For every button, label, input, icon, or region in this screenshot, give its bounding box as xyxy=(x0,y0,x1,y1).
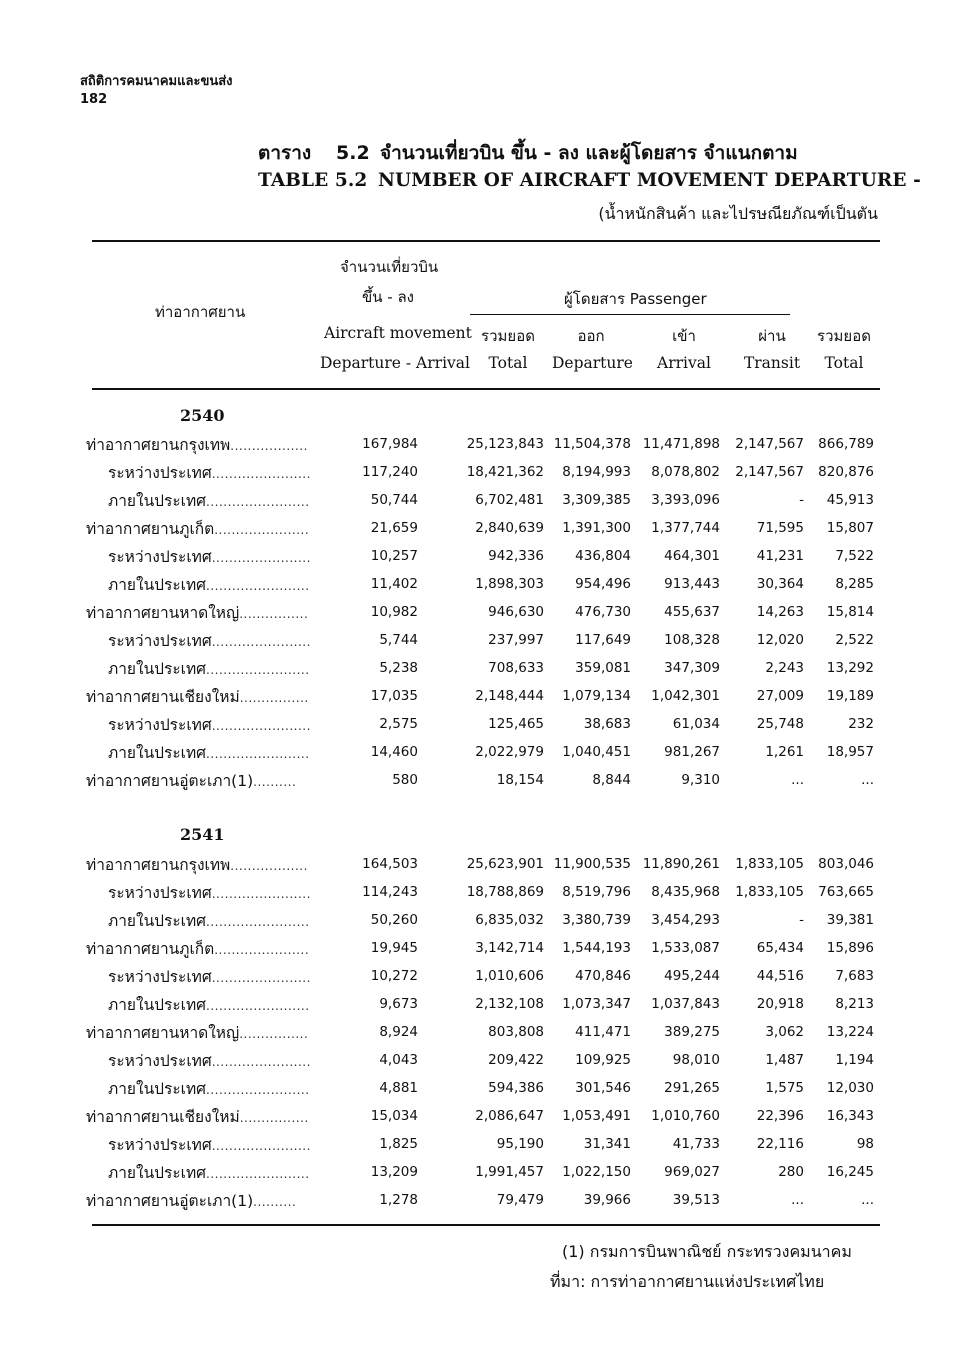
cell-value: - xyxy=(799,492,804,508)
table-row xyxy=(0,460,966,488)
cell-value: 4,881 xyxy=(379,1080,418,1096)
table-top-rule xyxy=(92,240,880,242)
leader-dots: ................ xyxy=(239,1027,309,1041)
cell-value: 411,471 xyxy=(575,1024,631,1040)
row-label-text: ระหว่างประเทศ xyxy=(108,968,212,986)
row-label-text: ท่าอากาศยานกรุงเทพ xyxy=(86,436,231,454)
row-label-text: ท่าอากาศยานอู่ตะเภา(1) xyxy=(86,772,254,790)
leader-dots: ....................... xyxy=(211,1139,311,1153)
cell-value: 108,328 xyxy=(664,632,720,648)
cell-value: 7,683 xyxy=(835,968,874,984)
table-row xyxy=(0,1132,966,1160)
cell-value: 1,825 xyxy=(379,1136,418,1152)
unit-note: (น้ำหนักสินค้า และไปรษณียภัณฑ์เป็นตัน xyxy=(598,204,878,223)
leader-dots: ....................... xyxy=(211,971,311,985)
cell-value: 2,522 xyxy=(835,632,874,648)
cell-value: 117,649 xyxy=(575,632,631,648)
cell-value: 38,683 xyxy=(583,716,631,732)
cell-value: 1,391,300 xyxy=(562,520,631,536)
cell-value: 41,733 xyxy=(672,1136,720,1152)
col-header-movement-thai-2: ขึ้น - ลง xyxy=(362,288,414,306)
row-label xyxy=(86,432,308,457)
row-label xyxy=(108,488,310,513)
table-row xyxy=(0,516,966,544)
cell-value: 389,275 xyxy=(664,1024,720,1040)
row-label-text: ท่าอากาศยานเชียงใหม่ xyxy=(86,1108,240,1126)
row-label xyxy=(108,656,310,681)
table-row xyxy=(0,656,966,684)
table-row xyxy=(0,432,966,460)
cell-value: 1,010,606 xyxy=(475,968,544,984)
row-label xyxy=(108,992,310,1017)
cell-value: 125,465 xyxy=(488,716,544,732)
table-row xyxy=(0,1104,966,1132)
col-header-total2-thai: รวมยอด xyxy=(817,327,871,345)
cell-value: 237,997 xyxy=(488,632,544,648)
cell-value: 11,402 xyxy=(370,576,418,592)
cell-value: 3,142,714 xyxy=(475,940,544,956)
cell-value: 50,260 xyxy=(370,912,418,928)
cell-value: 2,147,567 xyxy=(735,464,804,480)
title-thai-text: จำนวนเที่ยวบิน ขึ้น - ลง และผู้โดยสาร จำแนกตาม xyxy=(380,142,798,164)
cell-value: 15,896 xyxy=(826,940,874,956)
table-row xyxy=(0,572,966,600)
cell-value: 708,633 xyxy=(488,660,544,676)
cell-value: 79,479 xyxy=(496,1192,544,1208)
cell-value: 7,522 xyxy=(835,548,874,564)
cell-value: 1,533,087 xyxy=(651,940,720,956)
col-header-movement-thai-1: จำนวนเที่ยวบิน xyxy=(340,258,439,276)
cell-value: 1,833,105 xyxy=(735,884,804,900)
table-row xyxy=(0,628,966,656)
cell-value: 114,243 xyxy=(362,884,418,900)
leader-dots: ................ xyxy=(239,691,309,705)
cell-value: 9,673 xyxy=(379,996,418,1012)
leader-dots: ...................... xyxy=(214,523,310,537)
leader-dots: ....................... xyxy=(211,551,311,565)
cell-value: 981,267 xyxy=(664,744,720,760)
table-bottom-rule xyxy=(92,1224,880,1226)
cell-value: 476,730 xyxy=(575,604,631,620)
cell-value: 10,982 xyxy=(370,604,418,620)
header-bottom-rule xyxy=(92,388,880,390)
cell-value: 1,575 xyxy=(765,1080,804,1096)
row-label-text: ภายในประเทศ xyxy=(108,660,207,678)
table-row xyxy=(0,1160,966,1188)
footnote-1: (1) กรมการบินพาณิชย์ กระทรวงคมนาคม xyxy=(562,1242,852,1261)
cell-value: 15,034 xyxy=(370,1108,418,1124)
row-label xyxy=(86,600,308,625)
cell-value: 13,224 xyxy=(826,1024,874,1040)
cell-value: 1,261 xyxy=(765,744,804,760)
cell-value: 15,814 xyxy=(826,604,874,620)
row-label-text: ท่าอากาศยานกรุงเทพ xyxy=(86,856,231,874)
cell-value: 1,053,491 xyxy=(562,1108,631,1124)
leader-dots: ....................... xyxy=(211,467,311,481)
cell-value: 4,043 xyxy=(379,1052,418,1068)
cell-value: ... xyxy=(861,772,874,788)
table-row xyxy=(0,1048,966,1076)
cell-value: 2,840,639 xyxy=(475,520,544,536)
cell-value: 11,890,261 xyxy=(642,856,720,872)
leader-dots: ........................ xyxy=(206,495,310,509)
cell-value: 495,244 xyxy=(664,968,720,984)
table-row xyxy=(0,740,966,768)
cell-value: 1,194 xyxy=(835,1052,874,1068)
cell-value: 13,209 xyxy=(370,1164,418,1180)
row-label xyxy=(108,544,311,569)
cell-value: 470,846 xyxy=(575,968,631,984)
table-row xyxy=(0,936,966,964)
source-note: ที่มา: การท่าอากาศยานแห่งประเทศไทย xyxy=(550,1272,825,1291)
row-label-text: ท่าอากาศยานหาดใหญ่ xyxy=(86,604,240,622)
cell-value: - xyxy=(799,912,804,928)
col-header-arrival-en: Arrival xyxy=(657,354,711,372)
section-year: 2540 xyxy=(180,406,225,425)
row-label xyxy=(86,1188,296,1213)
cell-value: 913,443 xyxy=(664,576,720,592)
cell-value: 942,336 xyxy=(488,548,544,564)
cell-value: 15,807 xyxy=(826,520,874,536)
col-header-total-thai: รวมยอด xyxy=(481,327,535,345)
cell-value: 10,257 xyxy=(370,548,418,564)
cell-value: 8,924 xyxy=(379,1024,418,1040)
leader-dots: ........................ xyxy=(206,915,310,929)
col-header-movement-en-2: Departure - Arrival xyxy=(320,354,470,372)
cell-value: 2,147,567 xyxy=(735,436,804,452)
cell-value: 98 xyxy=(856,1136,874,1152)
row-label xyxy=(108,908,310,933)
row-label-text: ระหว่างประเทศ xyxy=(108,548,212,566)
row-label xyxy=(108,460,311,485)
cell-value: 3,454,293 xyxy=(651,912,720,928)
cell-value: 25,123,843 xyxy=(466,436,544,452)
cell-value: 18,957 xyxy=(826,744,874,760)
cell-value: 14,263 xyxy=(756,604,804,620)
cell-value: 1,079,134 xyxy=(562,688,631,704)
leader-dots: ....................... xyxy=(211,635,311,649)
row-label xyxy=(86,1020,308,1045)
cell-value: 1,037,843 xyxy=(651,996,720,1012)
page-number: 182 xyxy=(80,92,108,107)
cell-value: 2,243 xyxy=(765,660,804,676)
leader-dots: ................ xyxy=(239,607,309,621)
cell-value: 21,659 xyxy=(370,520,418,536)
cell-value: 2,022,979 xyxy=(475,744,544,760)
table-row xyxy=(0,880,966,908)
col-header-transit-en: Transit xyxy=(743,354,801,372)
col-header-passenger: ผู้โดยสาร Passenger xyxy=(564,290,707,308)
row-label xyxy=(108,628,311,653)
leader-dots: ....................... xyxy=(211,1055,311,1069)
cell-value: 12,030 xyxy=(826,1080,874,1096)
cell-value: 969,027 xyxy=(664,1164,720,1180)
table-row xyxy=(0,712,966,740)
cell-value: 41,231 xyxy=(756,548,804,564)
cell-value: 19,189 xyxy=(826,688,874,704)
leader-dots: .......... xyxy=(253,775,297,789)
row-label xyxy=(108,1132,311,1157)
cell-value: 16,245 xyxy=(826,1164,874,1180)
col-header-arrival-thai: เข้า xyxy=(672,327,696,345)
cell-value: 866,789 xyxy=(818,436,874,452)
row-label-text: ระหว่างประเทศ xyxy=(108,1136,212,1154)
cell-value: 22,396 xyxy=(756,1108,804,1124)
leader-dots: ........................ xyxy=(206,579,310,593)
row-label-text: ภายในประเทศ xyxy=(108,1080,207,1098)
cell-value: 98,010 xyxy=(672,1052,720,1068)
leader-dots: ........................ xyxy=(206,747,310,761)
title-thai-number: 5.2 xyxy=(336,142,370,164)
leader-dots: ................ xyxy=(239,1111,309,1125)
cell-value: 436,804 xyxy=(575,548,631,564)
col-header-total-en: Total xyxy=(488,354,528,372)
table-row xyxy=(0,488,966,516)
row-label-text: ท่าอากาศยานอู่ตะเภา(1) xyxy=(86,1192,254,1210)
col-header-departure-thai: ออก xyxy=(577,327,605,345)
leader-dots: ....................... xyxy=(211,887,311,901)
row-label xyxy=(86,1104,309,1129)
cell-value: 5,744 xyxy=(379,632,418,648)
cell-value: 45,913 xyxy=(826,492,874,508)
cell-value: 39,381 xyxy=(826,912,874,928)
cell-value: 464,301 xyxy=(664,548,720,564)
cell-value: 946,630 xyxy=(488,604,544,620)
row-label-text: ท่าอากาศยานหาดใหญ่ xyxy=(86,1024,240,1042)
cell-value: 18,154 xyxy=(496,772,544,788)
leader-dots: ........................ xyxy=(206,1167,310,1181)
table-row xyxy=(0,1076,966,1104)
cell-value: 8,435,968 xyxy=(651,884,720,900)
cell-value: 30,364 xyxy=(756,576,804,592)
row-label-text: ระหว่างประเทศ xyxy=(108,1052,212,1070)
cell-value: 291,265 xyxy=(664,1080,720,1096)
cell-value: 1,898,303 xyxy=(475,576,544,592)
row-label-text: ภายในประเทศ xyxy=(108,996,207,1014)
cell-value: 1,487 xyxy=(765,1052,804,1068)
cell-value: 109,925 xyxy=(575,1052,631,1068)
cell-value: 8,213 xyxy=(835,996,874,1012)
title-en-label: TABLE 5.2 xyxy=(258,170,368,191)
cell-value: 71,595 xyxy=(756,520,804,536)
row-label xyxy=(86,684,309,709)
row-label-text: ท่าอากาศยานเชียงใหม่ xyxy=(86,688,240,706)
row-label xyxy=(108,572,310,597)
cell-value: 280 xyxy=(778,1164,804,1180)
row-label-text: ระหว่างประเทศ xyxy=(108,464,212,482)
table-row xyxy=(0,1020,966,1048)
row-label-text: ภายในประเทศ xyxy=(108,744,207,762)
cell-value: 11,504,378 xyxy=(553,436,631,452)
table-row xyxy=(0,992,966,1020)
table-title-thai xyxy=(258,138,798,168)
cell-value: 209,422 xyxy=(488,1052,544,1068)
col-header-transit-thai: ผ่าน xyxy=(758,327,786,345)
cell-value: 10,272 xyxy=(370,968,418,984)
row-label-text: ระหว่างประเทศ xyxy=(108,884,212,902)
cell-value: 18,788,869 xyxy=(466,884,544,900)
cell-value: 65,434 xyxy=(756,940,804,956)
cell-value: 8,519,796 xyxy=(562,884,631,900)
row-label-text: ภายในประเทศ xyxy=(108,1164,207,1182)
cell-value: 820,876 xyxy=(818,464,874,480)
cell-value: 301,546 xyxy=(575,1080,631,1096)
cell-value: 117,240 xyxy=(362,464,418,480)
row-label-text: ท่าอากาศยานภูเก็ต xyxy=(86,520,215,538)
cell-value: 3,380,739 xyxy=(562,912,631,928)
cell-value: 20,918 xyxy=(756,996,804,1012)
cell-value: 27,009 xyxy=(756,688,804,704)
cell-value: 1,022,150 xyxy=(562,1164,631,1180)
cell-value: 9,310 xyxy=(681,772,720,788)
row-label-text: ภายในประเทศ xyxy=(108,576,207,594)
leader-dots: .................. xyxy=(230,859,308,873)
cell-value: 803,046 xyxy=(818,856,874,872)
cell-value: ... xyxy=(791,772,804,788)
running-header: สถิติการคมนาคมและขนส่ง xyxy=(80,74,233,89)
cell-value: 8,285 xyxy=(835,576,874,592)
cell-value: 17,035 xyxy=(370,688,418,704)
table-row xyxy=(0,600,966,628)
row-label xyxy=(108,1076,310,1101)
cell-value: 25,748 xyxy=(756,716,804,732)
cell-value: 1,042,301 xyxy=(651,688,720,704)
row-label xyxy=(86,852,308,877)
row-label xyxy=(108,740,310,765)
cell-value: 18,421,362 xyxy=(466,464,544,480)
row-label xyxy=(108,712,311,737)
cell-value: 2,132,108 xyxy=(475,996,544,1012)
col-header-departure-en: Departure xyxy=(552,354,633,372)
cell-value: 6,835,032 xyxy=(475,912,544,928)
cell-value: 12,020 xyxy=(756,632,804,648)
cell-value: 39,513 xyxy=(672,1192,720,1208)
cell-value: 347,309 xyxy=(664,660,720,676)
cell-value: 25,623,901 xyxy=(466,856,544,872)
cell-value: 1,377,744 xyxy=(651,520,720,536)
cell-value: 13,292 xyxy=(826,660,874,676)
cell-value: 1,544,193 xyxy=(562,940,631,956)
row-label xyxy=(108,964,311,989)
cell-value: 2,575 xyxy=(379,716,418,732)
cell-value: 803,808 xyxy=(488,1024,544,1040)
cell-value: 455,637 xyxy=(664,604,720,620)
row-label-text: ท่าอากาศยานภูเก็ต xyxy=(86,940,215,958)
row-label xyxy=(86,936,309,961)
cell-value: 1,010,760 xyxy=(651,1108,720,1124)
cell-value: 359,081 xyxy=(575,660,631,676)
title-en-text: NUMBER OF AIRCRAFT MOVEMENT DEPARTURE - xyxy=(378,170,921,191)
cell-value: 594,386 xyxy=(488,1080,544,1096)
cell-value: 19,945 xyxy=(370,940,418,956)
cell-value: 954,496 xyxy=(575,576,631,592)
cell-value: 1,278 xyxy=(379,1192,418,1208)
section-year: 2541 xyxy=(180,825,225,844)
cell-value: 11,471,898 xyxy=(642,436,720,452)
table-row xyxy=(0,908,966,936)
cell-value: 3,062 xyxy=(765,1024,804,1040)
table-row xyxy=(0,544,966,572)
cell-value: 3,393,096 xyxy=(651,492,720,508)
cell-value: 8,844 xyxy=(592,772,631,788)
cell-value: 1,073,347 xyxy=(562,996,631,1012)
row-label-text: ภายในประเทศ xyxy=(108,912,207,930)
row-label xyxy=(86,768,296,793)
table-row xyxy=(0,1188,966,1216)
cell-value: 1,991,457 xyxy=(475,1164,544,1180)
table-row xyxy=(0,852,966,880)
leader-dots: .......... xyxy=(253,1195,297,1209)
cell-value: ... xyxy=(861,1192,874,1208)
row-label xyxy=(108,1048,311,1073)
cell-value: 580 xyxy=(392,772,418,788)
cell-value: 11,900,535 xyxy=(553,856,631,872)
cell-value: 39,966 xyxy=(583,1192,631,1208)
leader-dots: ........................ xyxy=(206,999,310,1013)
table-row xyxy=(0,768,966,796)
col-header-airport: ท่าอากาศยาน xyxy=(155,303,246,321)
leader-dots: ........................ xyxy=(206,663,310,677)
leader-dots: ....................... xyxy=(211,719,311,733)
cell-value: 95,190 xyxy=(496,1136,544,1152)
cell-value: 22,116 xyxy=(756,1136,804,1152)
cell-value: 167,984 xyxy=(362,436,418,452)
col-header-total2-en: Total xyxy=(824,354,864,372)
cell-value: 44,516 xyxy=(756,968,804,984)
cell-value: 164,503 xyxy=(362,856,418,872)
row-label xyxy=(86,516,309,541)
cell-value: 3,309,385 xyxy=(562,492,631,508)
cell-value: 50,744 xyxy=(370,492,418,508)
cell-value: 8,078,802 xyxy=(651,464,720,480)
cell-value: 14,460 xyxy=(370,744,418,760)
leader-dots: ...................... xyxy=(214,943,310,957)
cell-value: 5,238 xyxy=(379,660,418,676)
row-label-text: ระหว่างประเทศ xyxy=(108,632,212,650)
cell-value: 31,341 xyxy=(583,1136,631,1152)
table-row xyxy=(0,964,966,992)
row-label xyxy=(108,880,311,905)
col-header-movement-en-1: Aircraft movement xyxy=(324,324,472,342)
cell-value: 8,194,993 xyxy=(562,464,631,480)
leader-dots: ........................ xyxy=(206,1083,310,1097)
row-label-text: ระหว่างประเทศ xyxy=(108,716,212,734)
cell-value: 2,086,647 xyxy=(475,1108,544,1124)
cell-value: 1,833,105 xyxy=(735,856,804,872)
cell-value: 232 xyxy=(848,716,874,732)
cell-value: 16,343 xyxy=(826,1108,874,1124)
cell-value: ... xyxy=(791,1192,804,1208)
cell-value: 1,040,451 xyxy=(562,744,631,760)
cell-value: 61,034 xyxy=(672,716,720,732)
table-title-english xyxy=(258,170,921,191)
title-thai-label: ตาราง xyxy=(258,142,312,164)
passenger-group-rule xyxy=(470,314,790,315)
leader-dots: .................. xyxy=(230,439,308,453)
row-label xyxy=(108,1160,310,1185)
cell-value: 2,148,444 xyxy=(475,688,544,704)
cell-value: 763,665 xyxy=(818,884,874,900)
cell-value: 6,702,481 xyxy=(475,492,544,508)
row-label-text: ภายในประเทศ xyxy=(108,492,207,510)
table-row xyxy=(0,684,966,712)
